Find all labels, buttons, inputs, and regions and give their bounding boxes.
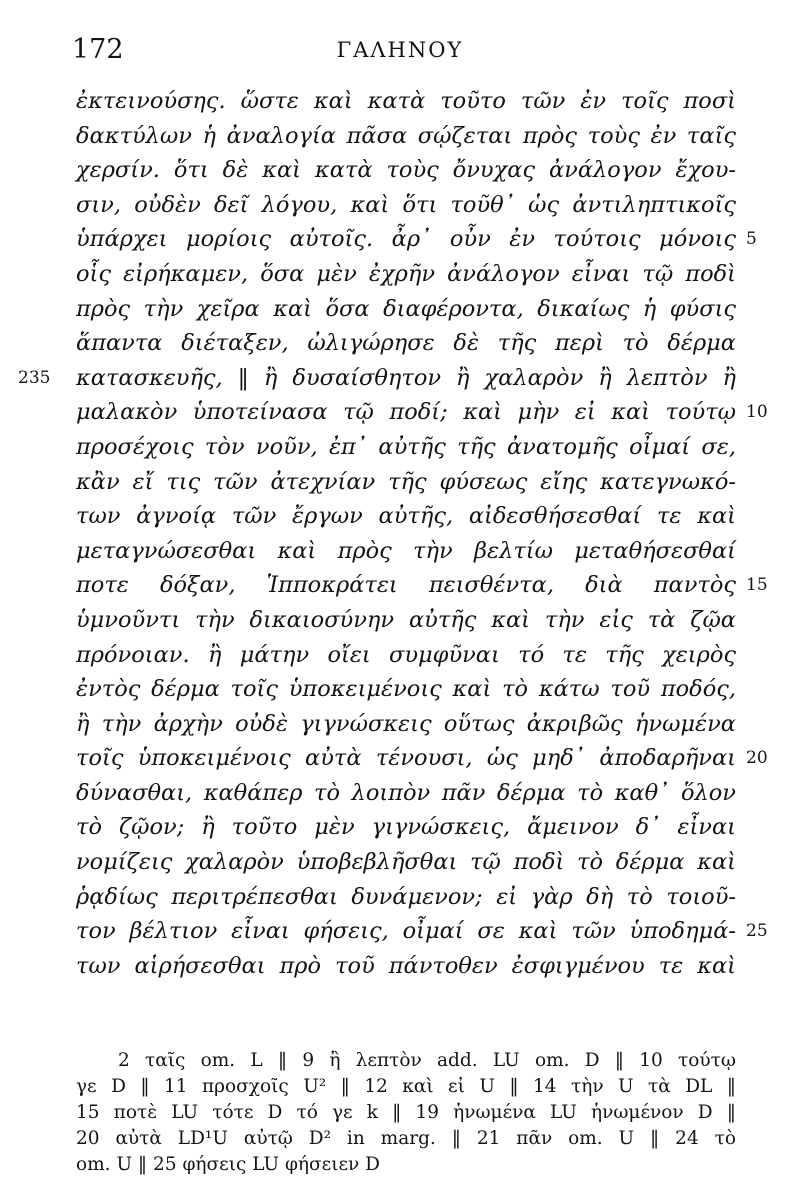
margin-reference: 235	[18, 367, 51, 388]
text-line: τον βέλτιον εἶναι φήσεις, οἶμαί σε καὶ τῶν ὑποδημά- 25	[76, 914, 736, 949]
text-line: ἢ τὴν ἀρχὴν οὐδὲ γιγνώσκεις οὕτως ἀκριβῶς ἡνωμένα	[76, 710, 736, 737]
text-line: τοῖς ὑποκειμένοις αὐτὰ τένουσι, ὡς μηδ᾽ ἀποδαρῆναι 20	[76, 741, 736, 776]
running-title: ΓΑΛΗΝΟΥ	[336, 38, 464, 62]
line-number: 15	[746, 575, 768, 596]
text-line: μεταγνώσεσθαι καὶ πρὸς τὴν βελτίω μεταθήσεσθαί	[76, 537, 736, 564]
text-line: ποτε δόξαν, Ἱπποκράτει πεισθέντα, διὰ παντὸς 15	[76, 568, 736, 603]
text-line: χερσίν. ὅτι δὲ καὶ κατὰ τοὺς ὄνυχας ἀνάλογον ἔχου-	[76, 157, 736, 184]
text-line: μαλακὸν ὑποτείνασα τῷ ποδί; καὶ μὴν εἰ καὶ τούτῳ 10	[76, 395, 736, 430]
page-header	[0, 30, 800, 70]
apparatus-line: 15 ποτὲ LU τότε D τό γε k ‖ 19 ἡνωμένα LU ἡνωμένον D ‖	[76, 1102, 736, 1123]
text-line: 235 κατασκευῆς, ‖ ἢ δυσαίσθητον ἢ χαλαρὸν ἢ λεπτὸν ἢ	[76, 361, 736, 396]
text-line: οἷς εἰρήκαμεν, ὅσα μὲν ἐχρῆν ἀνάλογον εἶναι τῷ ποδὶ	[76, 260, 736, 287]
text-line: δακτύλων ἡ ἀναλογία πᾶσα σῴζεται πρὸς τοὺς ἐν ταῖς	[76, 122, 736, 149]
line-number: 5	[746, 229, 757, 250]
text-line: των ἀγνοίᾳ τῶν ἔργων αὐτῆς, αἰδεσθήσεσθαί τε καὶ	[76, 503, 736, 530]
apparatus-line: 20 αὐτὰ LD¹U αὐτῷ D² in marg. ‖ 21 πᾶν om. U ‖ 24 τὸ	[76, 1128, 736, 1149]
apparatus-line: 2 ταῖς om. L ‖ 9 ἢ λεπτὸν add. LU om. D ‖ 10 τούτῳ	[118, 1050, 736, 1071]
text-line: κἂν εἴ τις τῶν ἀτεχνίαν τῆς φύσεως εἴης κατεγνωκό-	[76, 468, 736, 495]
text-line: προσέχοις τὸν νοῦν, ἐπ᾽ αὐτῆς τῆς ἀνατομῆς οἶμαί σε,	[76, 433, 736, 460]
text-line: ῥᾳδίως περιτρέπεσθαι δυνάμενον; εἰ γὰρ δὴ τὸ τοιοῦ-	[76, 883, 736, 910]
text-line: ἐντὸς δέρμα τοῖς ὑποκειμένοις καὶ τὸ κάτω τοῦ ποδός,	[76, 676, 736, 703]
text-line: ἅπαντα διέταξεν, ὠλιγώρησε δὲ τῆς περὶ τὸ δέρμα	[76, 330, 736, 357]
critical-apparatus	[0, 1048, 800, 1178]
text-line: ἐκτεινούσης. ὥστε καὶ κατὰ τοῦτο τῶν ἐν τοῖς ποσὶ	[76, 88, 736, 114]
line-number: 10	[746, 402, 768, 423]
text-line: των αἱρήσεσθαι πρὸ τοῦ πάντοθεν ἐσφιγμένου τε καὶ	[76, 952, 736, 979]
apparatus-line: om. U ‖ 25 φήσεις LU φήσειεν D	[76, 1154, 381, 1175]
page-number: 172	[72, 34, 124, 65]
text-line: νομίζεις χαλαρὸν ὑποβεβλῆσθαι τῷ ποδὶ τὸ δέρμα καὶ	[76, 849, 736, 876]
apparatus-line: γε D ‖ 11 προσχοῖς U² ‖ 12 καὶ εἰ U ‖ 14 τὴν U τὰ DL ‖	[76, 1076, 736, 1097]
text-line: πρὸς τὴν χεῖρα καὶ ὅσα διαφέροντα, δικαίως ἡ φύσις	[76, 295, 736, 322]
text-line: πρόνοιαν. ἢ μάτην οἴει συμφῦναι τό τε τῆς χειρὸς	[76, 641, 736, 668]
line-number: 25	[746, 921, 768, 942]
text-line: σιν, οὐδὲν δεῖ λόγου, καὶ ὅτι τοῦθ᾽ ὡς ἀντιληπτικοῖς	[76, 191, 736, 218]
text-line: ὑπάρχει μορίοις αὐτοῖς. ἆρ᾽ οὖν ἐν τούτοις μόνοις 5	[76, 222, 736, 257]
main-text	[0, 84, 800, 983]
text-line: δύνασθαι, καθάπερ τὸ λοιπὸν πᾶν δέρμα τὸ καθ᾽ ὅλον	[76, 779, 736, 806]
text-line: τὸ ζῷον; ἢ τοῦτο μὲν γιγνώσκεις, ἄμεινον δ᾽ εἶναι	[76, 814, 736, 841]
line-number: 20	[746, 748, 768, 769]
text-line: ὑμνοῦντι τὴν δικαιοσύνην αὐτῆς καὶ τὴν εἰς τὰ ζῷα	[76, 606, 736, 633]
